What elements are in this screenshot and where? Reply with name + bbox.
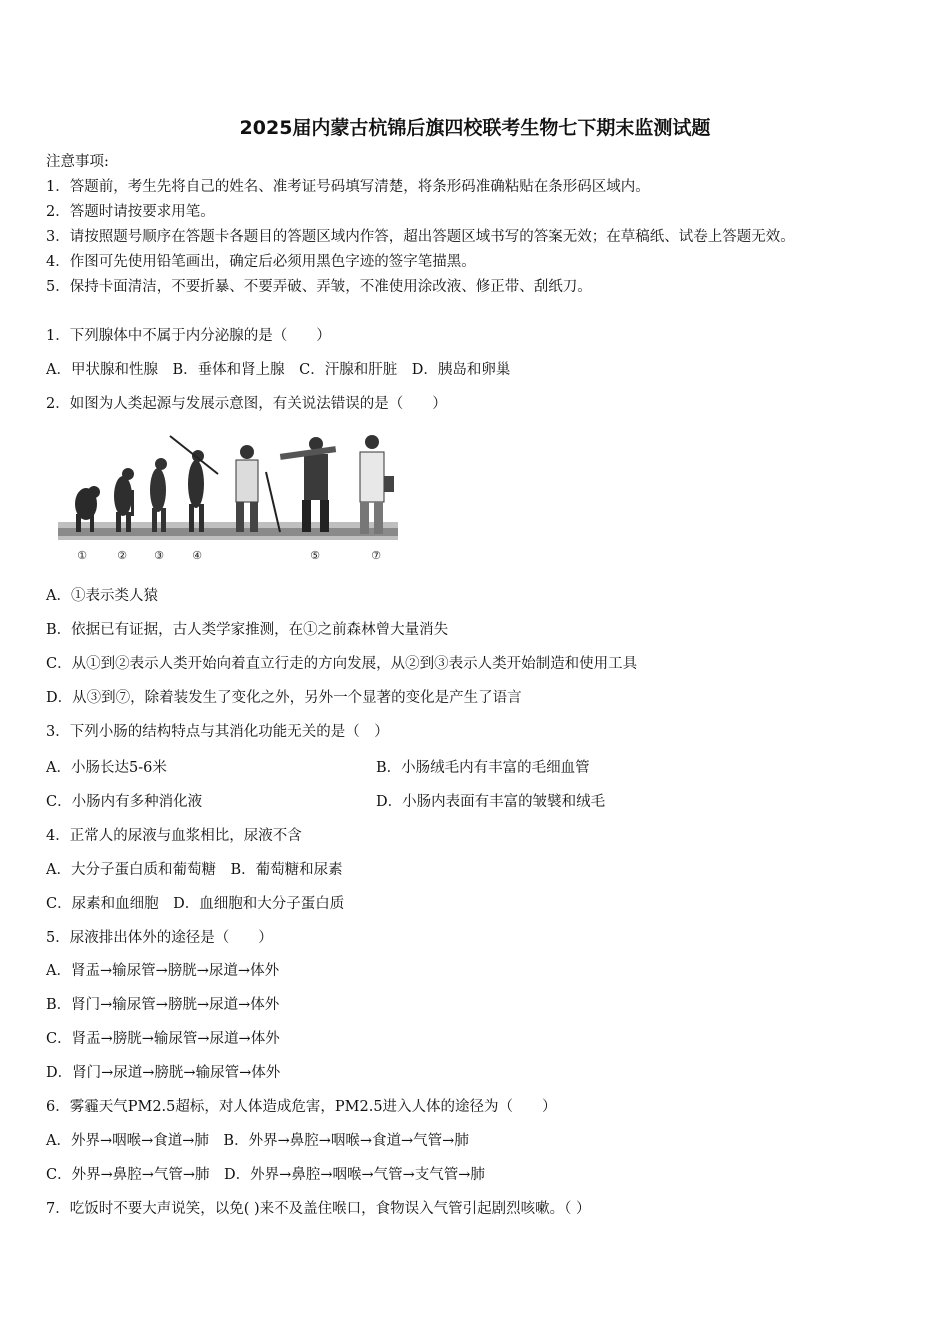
question-2-stem: 2．如图为人类起源与发展示意图，有关说法错误的是（ ） — [46, 396, 447, 412]
figure-6-worker — [280, 437, 336, 532]
human-evolution-figure — [58, 432, 403, 567]
figure-label-7: ⑦ — [371, 549, 381, 562]
question-3-stem: 3．下列小肠的结构特点与其消化功能无关的是（ ） — [46, 724, 389, 740]
figure-4-spear-human — [170, 436, 218, 532]
notice-heading: 注意事项: — [46, 154, 109, 170]
question-6-options-cd: C．外界→鼻腔→气管→肺 D．外界→鼻腔→咽喉→气管→支气管→肺 — [46, 1167, 485, 1183]
question-7-stem: 7．吃饭时不要大声说笑，以免( )来不及盖住喉口，食物误入气管引起剧烈咳嗽。（ ） — [46, 1201, 591, 1217]
question-5-stem: 5．尿液排出体外的途径是（ ） — [46, 930, 273, 946]
question-1-options: A．甲状腺和性腺 B．垂体和肾上腺 C．汗腺和肝脏 D．胰岛和卵巢 — [46, 362, 511, 378]
figure-label-3: ③ — [154, 549, 164, 562]
question-3-option-d: D．小肠内表面有丰富的皱襞和绒毛 — [376, 794, 606, 810]
figure-label-2: ② — [117, 549, 127, 562]
question-5-option-d: D．肾门→尿道→膀胱→输尿管→体外 — [46, 1065, 281, 1081]
figure-5-clothed-human — [236, 445, 280, 532]
figure-label-5: ⑤ — [310, 549, 320, 562]
question-1-stem: 1．下列腺体中不属于内分泌腺的是（ ） — [46, 328, 331, 344]
question-2-option-b: B．依据已有证据，古人类学家推测，在①之前森林曾大量消失 — [46, 622, 449, 638]
question-2-option-c: C．从①到②表示人类开始向着直立行走的方向发展，从②到③表示人类开始制造和使用工具 — [46, 656, 638, 672]
ground-shadow — [58, 528, 398, 536]
figure-label-4: ④ — [192, 549, 202, 562]
notice-item: 4．作图可先使用铅笔画出，确定后必须用黑色字迹的签字笔描黑。 — [46, 254, 476, 270]
notice-item: 3．请按照题号顺序在答题卡各题目的答题区域内作答，超出答题区域书写的答案无效；在草稿纸、试卷上答题无效。 — [46, 229, 795, 245]
question-6-stem: 6．雾霾天气PM2.5超标，对人体造成危害，PM2.5进入人体的途径为（ ） — [46, 1099, 557, 1115]
question-5-option-b: B．肾门→输尿管→膀胱→尿道→体外 — [46, 997, 280, 1013]
notice-item: 1．答题前，考生先将自己的姓名、准考证号码填写清楚，将条形码准确粘贴在条形码区域内。 — [46, 179, 650, 195]
notice-item: 5．保持卡面清洁，不要折暴、不要弄破、弄皱，不准使用涂改液、修正带、刮纸刀。 — [46, 279, 592, 295]
question-2-option-d: D．从③到⑦，除着装发生了变化之外，另外一个显著的变化是产生了语言 — [46, 690, 522, 706]
figure-3-early-human — [150, 458, 167, 532]
question-4-stem: 4．正常人的尿液与血浆相比，尿液不含 — [46, 828, 302, 844]
question-6-options-ab: A．外界→咽喉→食道→肺 B．外界→鼻腔→咽喉→食道→气管→肺 — [46, 1133, 469, 1149]
question-2-option-a: A．①表示类人猿 — [46, 588, 158, 604]
notice-item: 2．答题时请按要求用笔。 — [46, 204, 215, 220]
figure-7-modern-human — [360, 435, 394, 534]
page-title: 2025届内蒙古杭锦后旗四校联考生物七下期末监测试题 — [239, 117, 711, 139]
question-5-option-a: A．肾盂→输尿管→膀胱→尿道→体外 — [46, 963, 280, 979]
figure-label-1: ① — [77, 549, 87, 562]
question-3-option-b: B．小肠绒毛内有丰富的毛细血管 — [376, 760, 590, 776]
question-3-option-c: C．小肠内有多种消化液 — [46, 794, 203, 810]
question-4-options-cd: C．尿素和血细胞 D．血细胞和大分子蛋白质 — [46, 896, 345, 912]
question-3-option-a: A．小肠长达5-6米 — [46, 760, 167, 776]
question-5-option-c: C．肾盂→膀胱→输尿管→尿道→体外 — [46, 1031, 280, 1047]
question-4-options-ab: A．大分子蛋白质和葡萄糖 B．葡萄糖和尿素 — [46, 862, 343, 878]
